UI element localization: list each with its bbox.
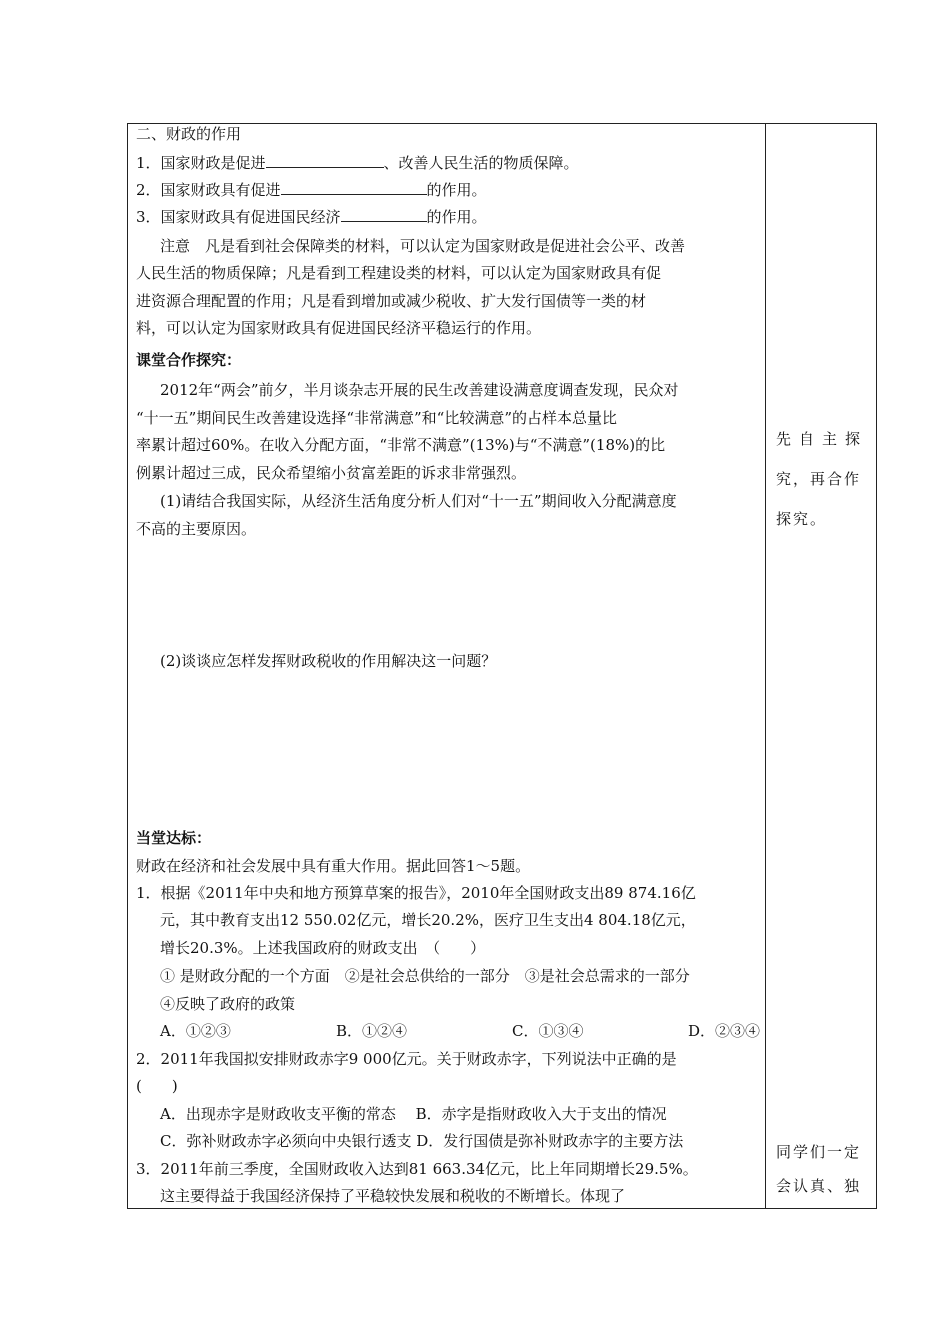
note-line: 人民生活的物质保障；凡是看到工程建设类的材料，可以认定为国家财政具有促 [136, 264, 662, 282]
coop-line: 2012年“两会”前夕，半月谈杂志开展的民生改善建设满意度调查发现，民众对 [160, 381, 679, 399]
question-2-options[interactable]: C．弥补财政赤字必须向中央银行透支 D．发行国债是弥补财政赤字的主要方法 [160, 1132, 684, 1150]
answer-blank[interactable] [341, 207, 427, 222]
note-line: 进资源合理配置的作用；凡是看到增加或减少税收、扩大发行国债等一类的材 [136, 292, 647, 310]
column-divider [765, 123, 766, 1209]
coop-question-1: (1)请结合我国实际，从经济生活角度分析人们对“十一五”期间收入分配满意度 [160, 492, 677, 510]
answer-blank[interactable] [281, 180, 427, 195]
question-2: 2．2011年我国拟安排财政赤字9 000亿元。关于财政赤字，下列说法中正确的是 [136, 1050, 677, 1068]
section-title: 二、财政的作用 [136, 125, 242, 143]
side-note-1: 先自主探 究，再合作 探究。 [776, 430, 869, 528]
question-1-options [160, 1021, 760, 1043]
coop-line: 例累计超过三成，民众希望缩小贫富差距的诉求非常强烈。 [136, 464, 527, 482]
question-1-line: 增长20.3%。上述我国政府的财政支出 （ ） [160, 939, 486, 957]
question-1-statements: ① 是财政分配的一个方面 ②是社会总供给的一部分 ③是社会总需求的一部分 [160, 967, 690, 985]
option-c[interactable]: C．①③④ [512, 1022, 584, 1040]
option-b[interactable]: B．①②④ [336, 1022, 408, 1040]
question-1: 1．根据《2011年中央和地方预算草案的报告》，2010年全国财政支出89 874.16亿 [136, 884, 696, 902]
question-3: 3．2011年前三季度，全国财政收入达到81 663.34亿元，比上年同期增长29.5%。 [136, 1160, 698, 1178]
fill-item-2: 2．国家财政具有促进 的作用。 [136, 181, 487, 199]
option-d[interactable]: D．②③④ [688, 1022, 761, 1040]
coop-title: 课堂合作探究： [136, 351, 242, 369]
fill-item-3: 3．国家财政具有促进国民经济 的作用。 [136, 208, 487, 226]
coop-line: 率累计超过60%。在收入分配方面，“非常不满意”(13%)与“不满意”(18%)的比 [136, 436, 666, 454]
note-line: 料，可以认定为国家财政具有促进国民经济平稳运行的作用。 [136, 319, 542, 337]
option-a[interactable]: A．①②③ [160, 1022, 231, 1040]
practice-intro: 财政在经济和社会发展中具有重大作用。据此回答1～5题。 [136, 857, 531, 875]
note-line: 注意 凡是看到社会保障类的材料，可以认定为国家财政是促进社会公平、改善 [160, 237, 686, 255]
answer-blank[interactable] [266, 153, 384, 168]
coop-question-1-cont: 不高的主要原因。 [136, 520, 257, 538]
question-2-options[interactable]: A．出现赤字是财政收支平衡的常态 B．赤字是指财政收入大于支出的情况 [160, 1105, 667, 1123]
question-2-paren: ( ) [136, 1077, 178, 1095]
coop-line: “十一五”期间民生改善建设选择“非常满意”和“比较满意”的占样本总量比 [136, 409, 618, 427]
practice-title: 当堂达标： [136, 829, 212, 847]
question-3-line: 这主要得益于我国经济保持了平稳较快发展和税收的不断增长。体现了 [160, 1187, 626, 1205]
question-1-statements: ④反映了政府的政策 [160, 995, 296, 1013]
coop-question-2: (2)谈谈应怎样发挥财政税收的作用解决这一问题？ [160, 652, 497, 670]
side-note-2: 同学们一定 会认真、独 [776, 1143, 862, 1195]
fill-item-1: 1．国家财政是促进 、改善人民生活的物质保障。 [136, 154, 579, 172]
question-1-line: 元，其中教育支出12 550.02亿元，增长20.2%，医疗卫生支出4 804.18亿元， [160, 911, 696, 929]
